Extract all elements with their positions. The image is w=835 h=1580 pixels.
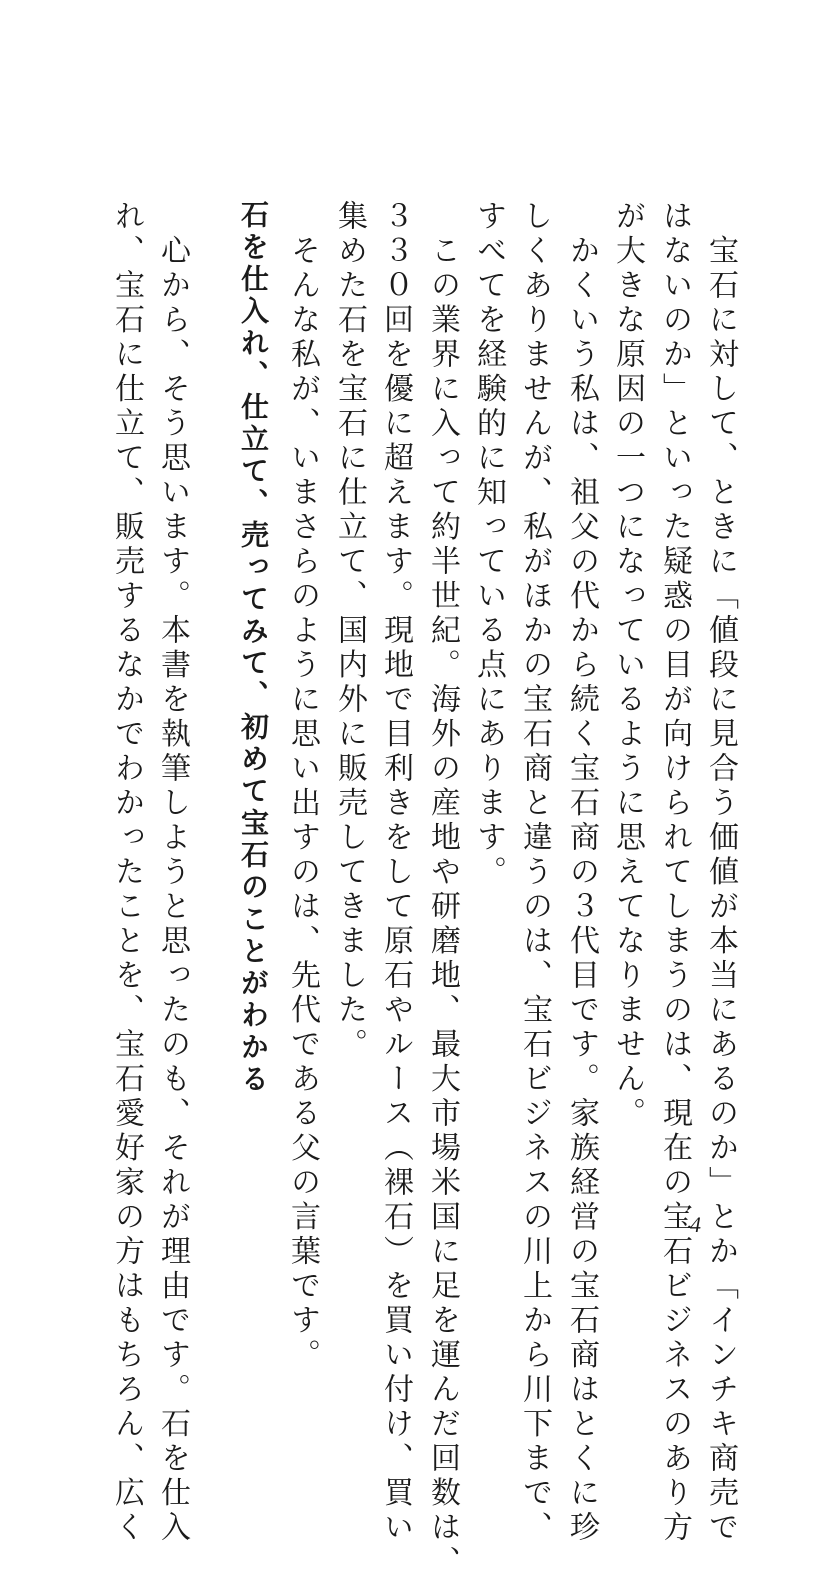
text-line: ３３０回を優に超えます。現地で目利きをして原石やルース（裸石）を買い付け、買い <box>378 200 413 1546</box>
text-line: 心から、そう思います。本書を執筆しようと思ったのも、それが理由です。石を仕入 <box>155 200 190 1546</box>
text-line: 集めた石を宝石に仕立て、国内外に販売してきました。 <box>332 200 367 1063</box>
text-line: この業界に入って約半世紀。海外の産地や研磨地、最大市場米国に足を運んだ回数は、 <box>425 200 460 1580</box>
text-line: 宝石に対して、ときに「値段に見合う価値が本当にあるのか」とか「インチキ商売で <box>703 200 738 1546</box>
text-line: が大きな原因の一つになっているように思えてなりません。 <box>610 200 645 1132</box>
text-line: しくありませんが、私がほかの宝石商と違うのは、宝石ビジネスの川上から川下まで、 <box>517 200 552 1546</box>
text-line: はないのか」といった疑惑の目が向けられてしまうのは、現在の宝石ビジネスのあり方 <box>657 200 692 1546</box>
text-line: すべてを経験的に知っている点にあります。 <box>471 200 506 890</box>
text-line: れ、宝石に仕立て、販売するなかでわかったことを、宝石愛好家の方はもちろん、広く <box>109 200 144 1546</box>
text-line: そんな私が、いまさらのように思い出すのは、先代である父の言葉です。 <box>285 200 320 1373</box>
text-line: かくいう私は、祖父の代から続く宝石商の３代目です。家族経営の宝石商はとくに珍 <box>564 200 599 1546</box>
section-heading: 石を仕入れ、仕立て、売ってみて、初めて宝石のことがわかる <box>237 200 270 1096</box>
page-number: 4 <box>690 1212 701 1237</box>
